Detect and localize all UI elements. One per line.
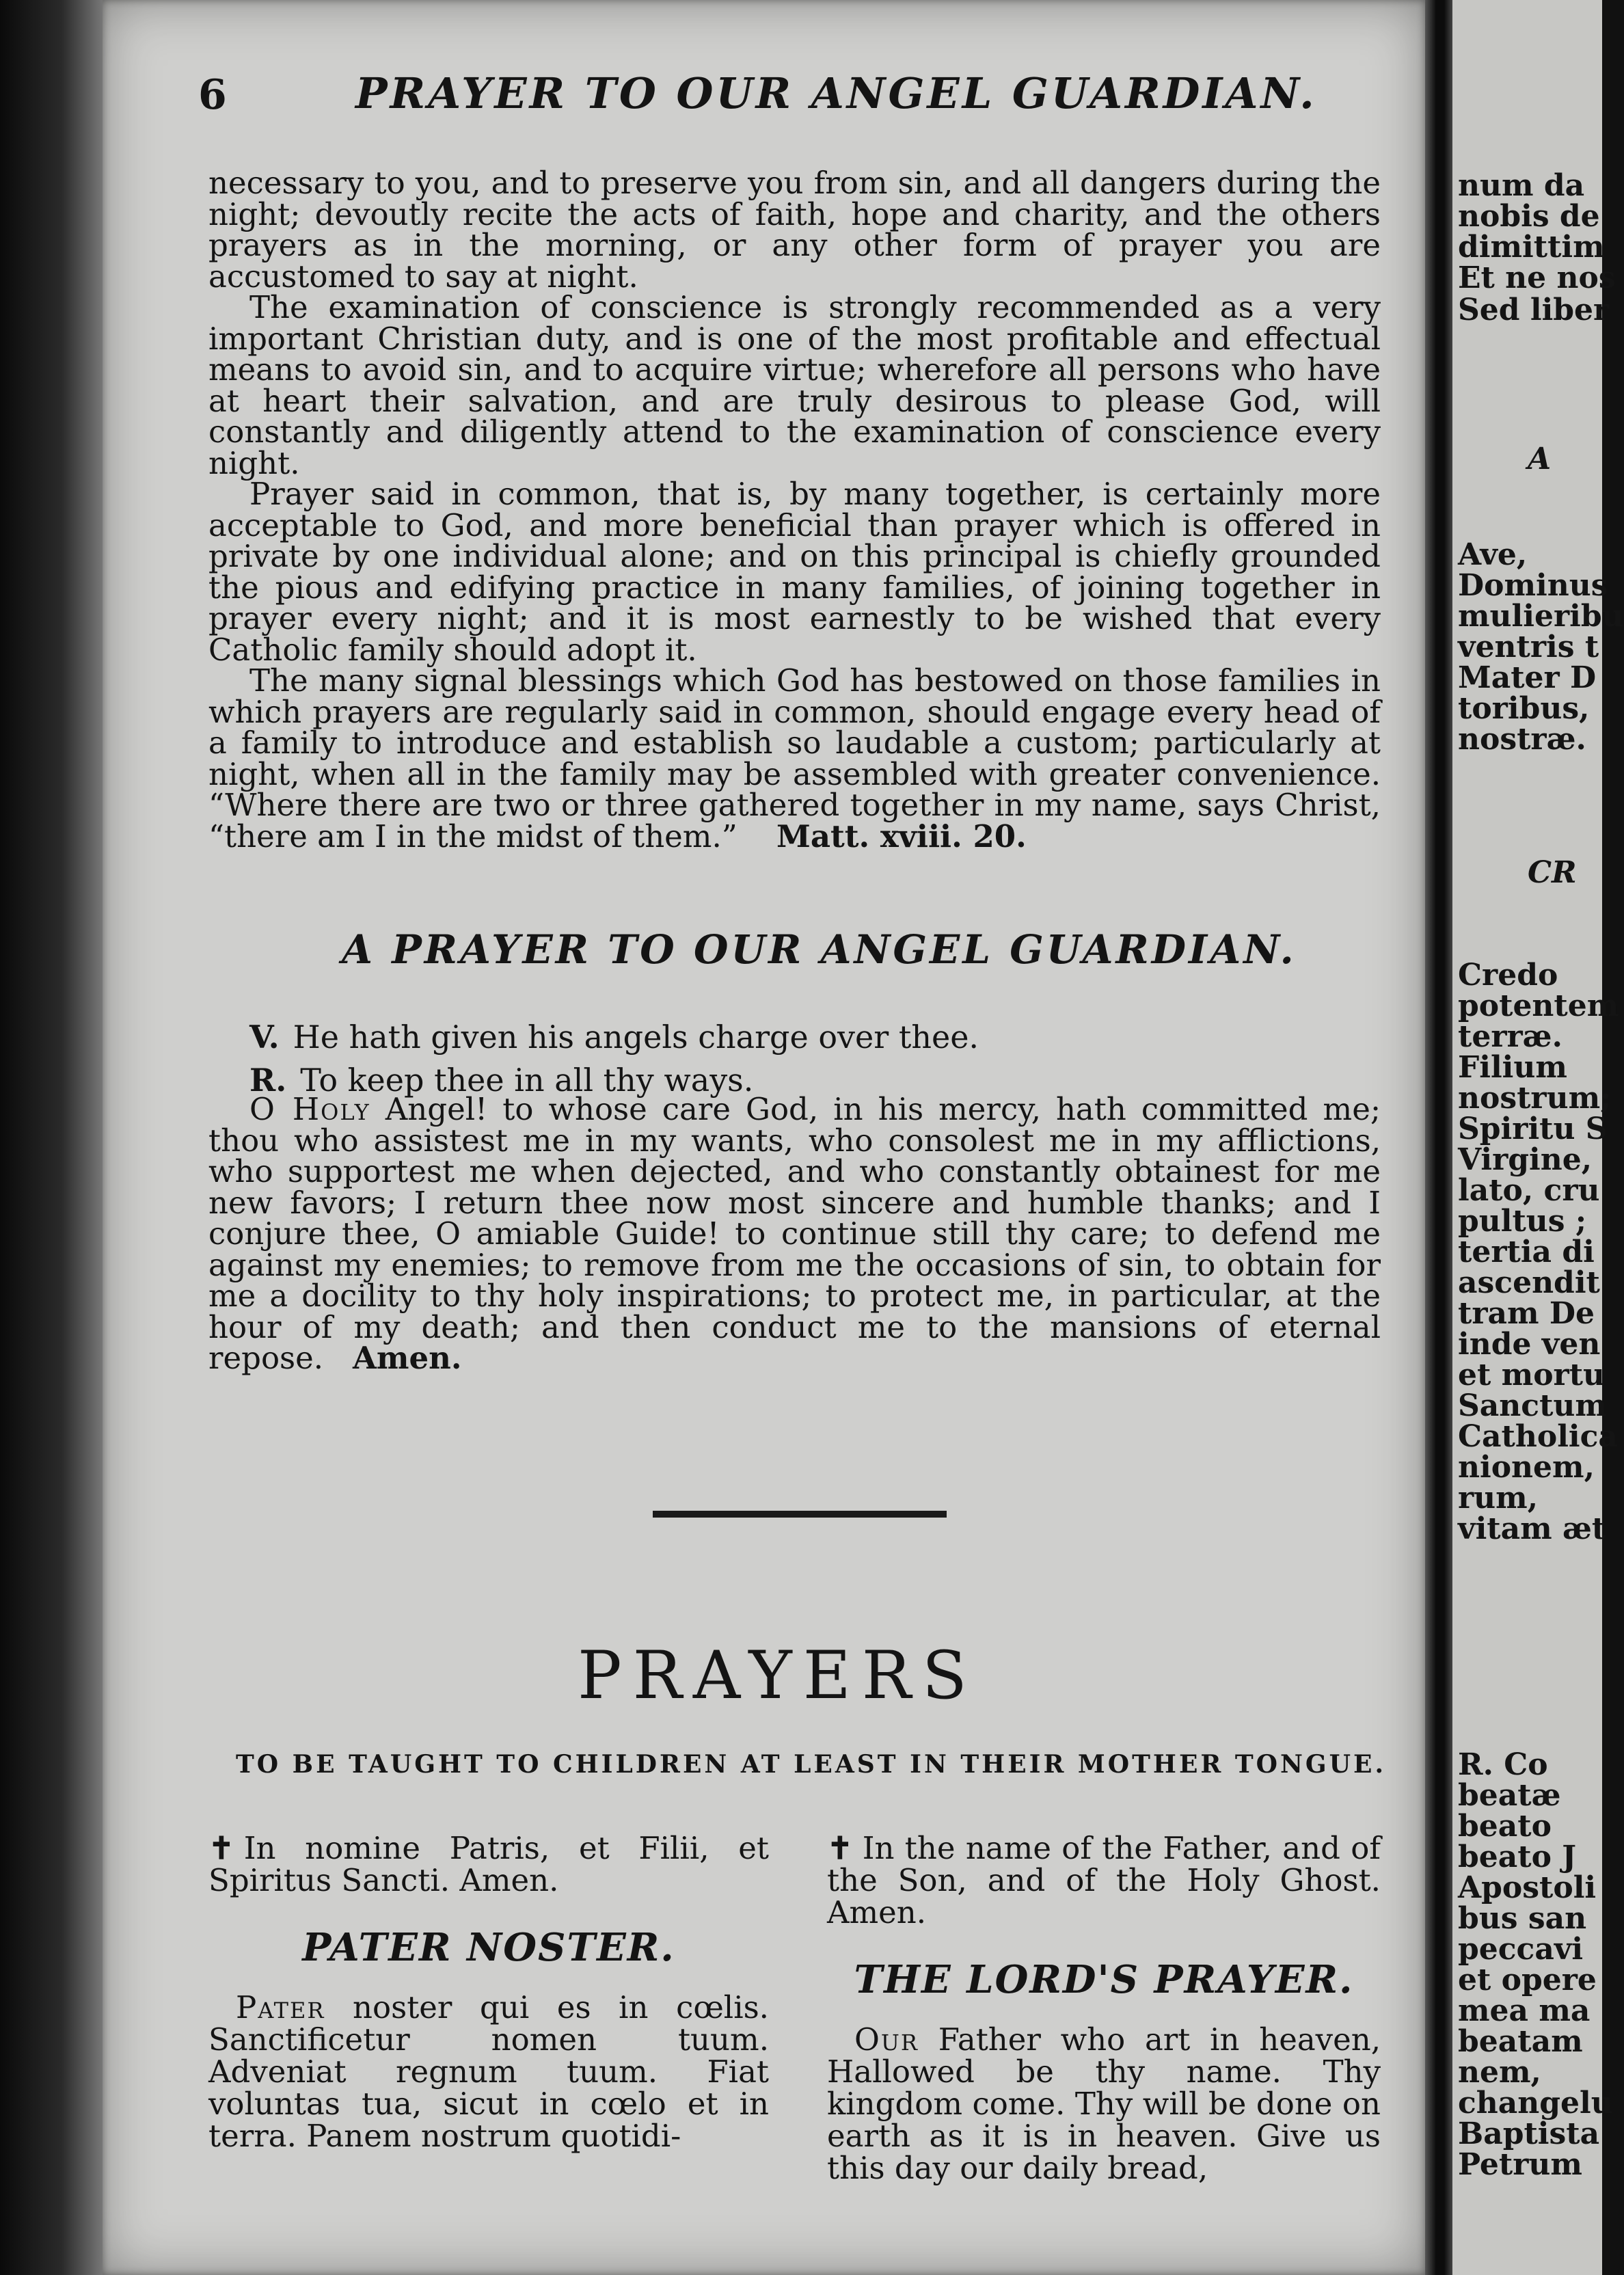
- facing-page-line: terræ.: [1458, 1019, 1562, 1054]
- facing-page-line: vitam æt: [1458, 1511, 1606, 1546]
- page-number: 6: [198, 71, 227, 119]
- facing-page-line: Petrum: [1458, 2147, 1582, 2182]
- facing-page-line: pultus ;: [1458, 1204, 1587, 1239]
- facing-page-line: Ave,: [1458, 537, 1528, 572]
- cross-icon: ✝: [827, 1830, 853, 1866]
- facing-page-line: Dominus: [1458, 568, 1608, 603]
- facing-page-line: num da: [1458, 168, 1585, 203]
- lords-prayer-title: THE LORD'S PRAYER.: [854, 1957, 1354, 2002]
- facing-page-line: changelu: [1458, 2086, 1613, 2121]
- facing-page-line: Sanctum: [1458, 1388, 1607, 1423]
- prayer-amen: Amen.: [353, 1340, 462, 1376]
- facing-page-line: nionem,: [1458, 1450, 1595, 1485]
- lords-prayer-text: Our Father who art in heaven, Hallowed be thy name. Thy kingdom come. Thy will be done on earth as it is in heaven. Give us this day our daily bread,: [827, 2021, 1381, 2186]
- facing-page-line: ventris t: [1458, 630, 1599, 664]
- facing-page-line: Catholica: [1458, 1419, 1618, 1454]
- book-edge: [0, 0, 103, 2275]
- facing-page-line: lato, cru: [1458, 1173, 1600, 1208]
- response-mark: R.: [249, 1062, 287, 1099]
- cross-icon: ✝: [208, 1830, 234, 1866]
- intro-paragraph: [208, 662, 1381, 854]
- facing-page-line: beato: [1458, 1809, 1552, 1844]
- facing-page-line: CR: [1528, 855, 1577, 890]
- facing-page-line: beatam: [1458, 2024, 1583, 2059]
- facing-page-line: et mortu: [1458, 1358, 1606, 1392]
- facing-page-line: beatæ: [1458, 1778, 1561, 1813]
- prayers-subtitle: TO BE TAUGHT TO CHILDREN AT LEAST IN THEIR MOTHER TONGUE.: [236, 1750, 1386, 1779]
- facing-page: [1452, 0, 1624, 2275]
- section-divider: [653, 1511, 947, 1518]
- facing-page-line: mulieribu: [1458, 599, 1624, 634]
- facing-page-line: dimittim: [1458, 230, 1605, 265]
- book-gutter: [1425, 0, 1452, 2275]
- running-head: PRAYER TO OUR ANGEL GUARDIAN.: [355, 68, 1317, 118]
- scripture-reference: Matt. xviii. 20.: [776, 818, 1027, 854]
- facing-page-line: R. Co: [1458, 1747, 1548, 1782]
- latin-column: [208, 1832, 769, 2152]
- intro-text: [208, 167, 1381, 852]
- facing-page-line: Baptista: [1458, 2116, 1600, 2151]
- facing-page-line: Virgine,: [1458, 1142, 1593, 1177]
- facing-page-line: toribus,: [1458, 691, 1590, 726]
- facing-page-line: nobis de: [1458, 199, 1600, 234]
- sign-of-cross-latin: ✝ In nomine Patris, et Filii, et Spiritus Sancti. Amen.: [208, 1830, 769, 1898]
- facing-page-line: Sed liber: [1458, 293, 1610, 327]
- facing-page-line: Credo: [1458, 958, 1558, 993]
- facing-page-line: nem,: [1458, 2055, 1541, 2090]
- facing-page-line: nostræ.: [1458, 722, 1586, 757]
- versicle: [249, 1019, 1381, 1055]
- facing-page-line: rum,: [1458, 1481, 1539, 1516]
- intro-paragraph: The examination of conscience is strongly recommended as a very important Christian duty, and is one of the most profitable and effectual means to avoid sin, and to acquire virtue; wherefore all persons who have at heart their salvation, and are truly desirous to please God, will constantly and diligently attend to the examination of conscience every night.: [208, 289, 1381, 481]
- angel-prayer: [208, 1091, 1381, 1376]
- facing-page-line: tertia di: [1458, 1235, 1595, 1269]
- facing-page-line: ascendit: [1458, 1265, 1600, 1300]
- response-text: To keep thee in all thy ways.: [300, 1062, 754, 1099]
- facing-page-line: Spiritu S: [1458, 1112, 1608, 1146]
- facing-page-line: mea ma: [1458, 1993, 1591, 2028]
- intro-paragraph-text: The many signal blessings which God has bestowed on those families in which prayers are regularly said in common, should engage every head of a family to introduce and establish so laudable a custom; particularly at night, when all in the family may be assembled with greater convenience. “Where there are two or three gathered together in my name, says Christ, “there am I in the midst of them.”: [208, 662, 1381, 854]
- facing-page-line: beato J: [1458, 1840, 1577, 1874]
- prayer-text: Angel! to whose care God, in his mercy, hath committed me; thou who assistest me in my wants, who consolest me in my afflictions, who supportest me when dejected, and who constantly obtainest for me new favors; I return thee now most sincere and humble thanks; and I conjure thee, O amiable Guide! to continue still thy care; to defend me against my enemies; to remove from me the occasions of sin, to obtain for me a docility to thy holy inspirations; to protect me, in particular, at the hour of my death; and then conduct me to the mansions of eternal repose.: [208, 1091, 1381, 1376]
- facing-page-line: Et ne nos: [1458, 260, 1616, 295]
- versicle-mark: V.: [249, 1019, 280, 1055]
- english-column: [827, 1832, 1381, 2184]
- pater-noster-text: Pater noster qui es in cœlis. Sanctificetur nomen tuum. Adveniat regnum tuum. Fiat voluntas tua, sicut in cœlo et in terra. Panem nostrum quotidi-: [208, 1989, 769, 2154]
- facing-page-line: Filium: [1458, 1050, 1567, 1085]
- facing-page-line: nostrum;: [1458, 1081, 1612, 1116]
- versicle-text: He hath given his angels charge over thee.: [293, 1019, 979, 1055]
- facing-page-line: potentem: [1458, 988, 1619, 1023]
- pater-noster-title: PATER NOSTER.: [302, 1925, 675, 1970]
- section-title: A PRAYER TO OUR ANGEL GUARDIAN.: [342, 926, 1297, 973]
- facing-page-line: tram De: [1458, 1296, 1595, 1331]
- intro-paragraph: Prayer said in common, that is, by many together, is certainly more acceptable to God, and more beneficial than prayer which is offered in private by one individual alone; and on this principal is chiefly grounded the pious and edifying practice in many families, of joining together in prayer every night; and it is most earnestly to be wished that every Catholic family should adopt it.: [208, 476, 1381, 668]
- intro-paragraph: necessary to you, and to preserve you from sin, and all dangers during the night; devoutly recite the acts of faith, hope and charity, and the others prayers as in the morning, or any other form of prayer you are accustomed to say at night.: [208, 165, 1381, 295]
- facing-page-line: Mater D: [1458, 660, 1597, 695]
- facing-page-line: A: [1528, 442, 1552, 476]
- prayer-opening: O Holy: [249, 1091, 370, 1127]
- facing-page-line: et opere: [1458, 1963, 1597, 1997]
- sign-of-cross-english: ✝ In the name of the Father, and of the Son, and of the Holy Ghost. Amen.: [827, 1830, 1381, 1930]
- facing-page-line: inde ven: [1458, 1327, 1601, 1362]
- prayers-title: PRAYERS: [578, 1637, 978, 1714]
- facing-page-line: peccavi: [1458, 1932, 1584, 1967]
- facing-page-line: bus san: [1458, 1901, 1587, 1936]
- facing-page-line: Apostoli: [1458, 1870, 1597, 1905]
